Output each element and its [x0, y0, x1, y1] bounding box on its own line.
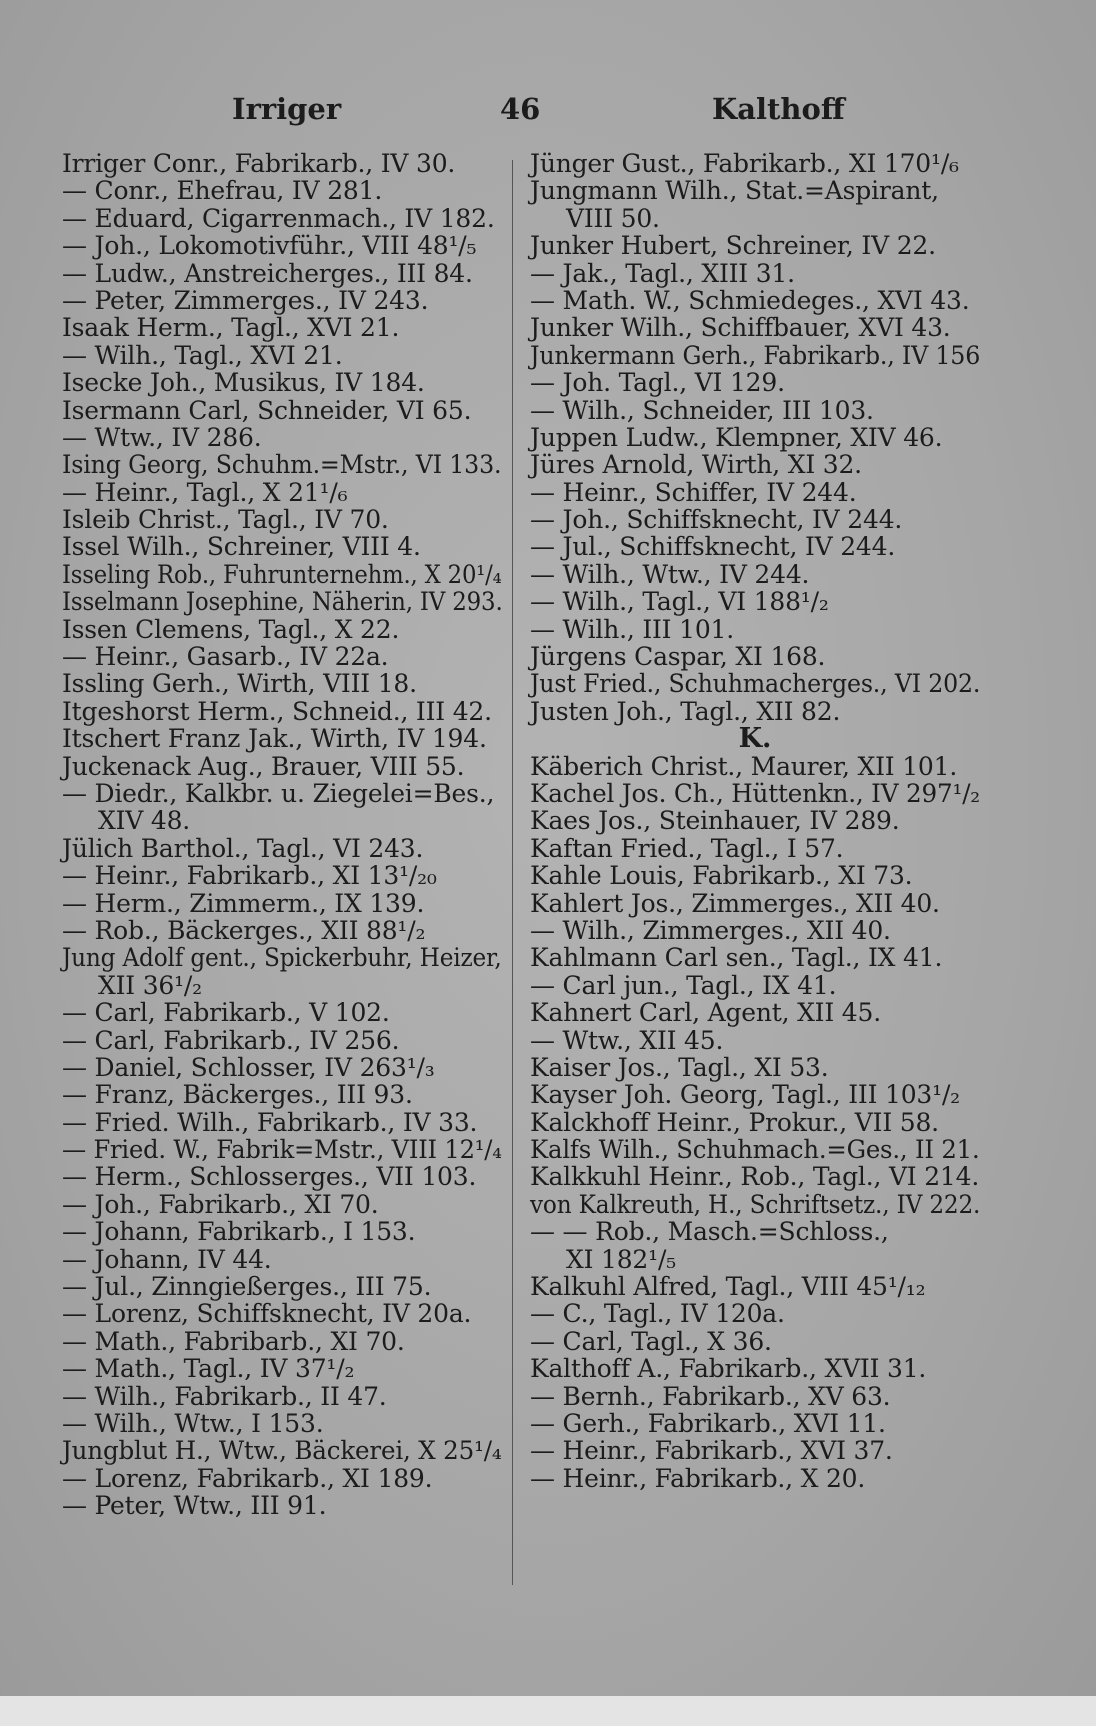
scan-margin	[0, 1696, 1096, 1726]
directory-entry: — Herm., Schlosserges., VII 103.	[62, 1162, 477, 1192]
directory-entry: — Diedr., Kalkbr. u. Ziegelei=Bes.,	[62, 778, 495, 808]
directory-entry: Junker Hubert, Schreiner, IV 22.	[530, 231, 936, 261]
directory-entry: Isselmann Josephine, Näherin, IV 293.	[62, 587, 503, 617]
directory-entry: Kaes Jos., Steinhauer, IV 289.	[530, 806, 900, 836]
directory-entry: Jürgens Caspar, XI 168.	[530, 642, 826, 672]
directory-entry: — Joh., Lokomotivführ., VIII 48¹/₅	[62, 231, 477, 261]
directory-entry: Jungmann Wilh., Stat.=Aspirant,	[530, 176, 939, 206]
directory-entry: Junker Wilh., Schiffbauer, XVI 43.	[530, 313, 951, 343]
directory-entry: — Carl, Fabrikarb., IV 256.	[62, 1025, 400, 1055]
directory-entry: — Wilh., Tagl., VI 188¹/₂	[530, 587, 829, 617]
directory-entry: — Heinr., Schiffer, IV 244.	[530, 477, 857, 507]
directory-entry: — Jul., Zinngießerges., III 75.	[62, 1272, 432, 1302]
directory-entry: — Wilh., Wtw., I 153.	[62, 1408, 324, 1438]
directory-entry: Issen Clemens, Tagl., X 22.	[62, 614, 400, 644]
directory-entry: Kalkkuhl Heinr., Rob., Tagl., VI 214.	[530, 1162, 980, 1192]
header-right-keyword: Kalthoff	[712, 92, 845, 126]
directory-entry: Itschert Franz Jak., Wirth, IV 194.	[62, 724, 487, 754]
directory-entry: Juppen Ludw., Klempner, XIV 46.	[530, 422, 943, 452]
directory-entry: Kachel Jos. Ch., Hüttenkn., IV 297¹/₂	[530, 778, 981, 808]
directory-entry: — Math., Fabribarb., XI 70.	[62, 1326, 405, 1356]
page-header	[0, 92, 1096, 132]
directory-entry: Kahlert Jos., Zimmerges., XII 40.	[530, 888, 940, 918]
directory-entry: — Heinr., Fabrikarb., XVI 37.	[530, 1436, 893, 1466]
directory-entry: Junkermann Gerh., Fabrikarb., IV 156	[530, 340, 981, 370]
directory-entry: — Lorenz, Schiffsknecht, IV 20a.	[62, 1299, 472, 1329]
directory-entry: XII 36¹/₂	[98, 970, 202, 1000]
directory-entry: Jüres Arnold, Wirth, XI 32.	[530, 450, 862, 480]
directory-entry: Just Fried., Schuhmacherges., VI 202.	[530, 669, 981, 699]
directory-entry: — Wtw., IV 286.	[62, 422, 262, 452]
directory-entry: Isaak Herm., Tagl., XVI 21.	[62, 313, 400, 343]
directory-entry: — Wilh., Schneider, III 103.	[530, 395, 874, 425]
directory-entry: Kahnert Carl, Agent, XII 45.	[530, 998, 881, 1028]
directory-entry: — Wilh., Wtw., IV 244.	[530, 559, 810, 589]
header-left-keyword: Irriger	[232, 92, 342, 126]
directory-entry: Isseling Rob., Fuhrunternehm., X 20¹/₄	[62, 559, 502, 589]
page-number: 46	[500, 92, 541, 126]
directory-entry: Isermann Carl, Schneider, VI 65.	[62, 395, 472, 425]
directory-entry: — Wilh., III 101.	[530, 614, 734, 644]
directory-entry: Juckenack Aug., Brauer, VIII 55.	[62, 751, 465, 781]
directory-entry: Kalckhoff Heinr., Prokur., VII 58.	[530, 1107, 939, 1137]
directory-entry: — Joh., Schiffsknecht, IV 244.	[530, 505, 903, 535]
directory-entry: — — Rob., Masch.=Schloss.,	[530, 1217, 889, 1247]
directory-entry: Jünger Gust., Fabrikarb., XI 170¹/₆	[530, 149, 959, 178]
directory-entry: — Heinr., Gasarb., IV 22a.	[62, 642, 389, 672]
directory-entry: — Math. W., Schmiedeges., XVI 43.	[530, 285, 970, 315]
directory-entry: VIII 50.	[566, 203, 660, 233]
directory-entry: — Jul., Schiffsknecht, IV 244.	[530, 532, 896, 562]
directory-entry: — Jak., Tagl., XIII 31.	[530, 258, 795, 288]
directory-entry: — Johann, IV 44.	[62, 1244, 272, 1274]
directory-entry: — Carl jun., Tagl., IX 41.	[530, 970, 837, 1000]
directory-entry: Justen Joh., Tagl., XII 82.	[530, 696, 841, 726]
directory-entry: — Heinr., Fabrikarb., XI 13¹/₂₀	[62, 861, 437, 891]
directory-entry: Ising Georg, Schuhm.=Mstr., VI 133.	[62, 450, 502, 480]
directory-entry: — Ludw., Anstreicherges., III 84.	[62, 258, 473, 288]
right-column	[530, 150, 980, 1492]
directory-entry: — Wilh., Fabrikarb., II 47.	[62, 1381, 387, 1411]
directory-entry: Kalfs Wilh., Schuhmach.=Ges., II 21.	[530, 1135, 980, 1165]
directory-entry: — Peter, Zimmerges., IV 243.	[62, 285, 429, 315]
directory-entry: — Peter, Wtw., III 91.	[62, 1491, 327, 1521]
directory-entry: — Carl, Fabrikarb., V 102.	[62, 998, 390, 1028]
directory-entry: Kalthoff A., Fabrikarb., XVII 31.	[530, 1354, 927, 1384]
directory-entry: Kahlmann Carl sen., Tagl., IX 41.	[530, 943, 943, 973]
directory-entry: Kaiser Jos., Tagl., XI 53.	[530, 1052, 829, 1082]
directory-entry: — Lorenz, Fabrikarb., XI 189.	[62, 1463, 433, 1493]
directory-entry: — Johann, Fabrikarb., I 153.	[62, 1217, 416, 1247]
directory-entry: — Bernh., Fabrikarb., XV 63.	[530, 1381, 891, 1411]
directory-entry: von Kalkreuth, H., Schriftsetz., IV 222.	[530, 1189, 981, 1219]
column-divider	[512, 160, 513, 1585]
directory-entry: Jung Adolf gent., Spickerbuhr, Heizer,	[62, 943, 502, 973]
directory-entry: — Eduard, Cigarrenmach., IV 182.	[62, 203, 495, 233]
directory-entry: — Math., Tagl., IV 37¹/₂	[62, 1354, 355, 1384]
directory-entry: — Wilh., Tagl., XVI 21.	[62, 340, 343, 370]
directory-entry: — Wilh., Zimmerges., XII 40.	[530, 915, 891, 945]
directory-entry: Itgeshorst Herm., Schneid., III 42.	[62, 696, 492, 726]
left-column	[62, 150, 502, 1520]
directory-entry: XIV 48.	[98, 806, 191, 836]
directory-entry: — Conr., Ehefrau, IV 281.	[62, 176, 383, 206]
directory-entry: Kahle Louis, Fabrikarb., XI 73.	[530, 861, 913, 891]
directory-entry: — C., Tagl., IV 120a.	[530, 1299, 785, 1329]
directory-entry: — Joh. Tagl., VI 129.	[530, 368, 785, 398]
directory-entry: Käberich Christ., Maurer, XII 101.	[530, 751, 958, 781]
directory-entry: Kayser Joh. Georg, Tagl., III 103¹/₂	[530, 1080, 960, 1110]
directory-entry: — Franz, Bäckerges., III 93.	[62, 1080, 413, 1110]
directory-entry: — Heinr., Fabrikarb., X 20.	[530, 1463, 866, 1493]
directory-entry: — Wtw., XII 45.	[530, 1025, 724, 1055]
directory-entry: — Herm., Zimmerm., IX 139.	[62, 888, 425, 918]
directory-entry: Isecke Joh., Musikus, IV 184.	[62, 368, 425, 398]
directory-entry: XI 182¹/₅	[566, 1244, 677, 1274]
directory-entry: Issel Wilh., Schreiner, VIII 4.	[62, 532, 421, 562]
directory-entry: — Daniel, Schlosser, IV 263¹/₃	[62, 1052, 435, 1082]
directory-entry: Issling Gerh., Wirth, VIII 18.	[62, 669, 417, 699]
directory-entry: — Heinr., Tagl., X 21¹/₆	[62, 477, 348, 507]
section-letter: K.	[738, 723, 772, 755]
directory-entry: — Rob., Bäckerges., XII 88¹/₂	[62, 915, 426, 945]
directory-entry: — Gerh., Fabrikarb., XVI 11.	[530, 1408, 886, 1438]
directory-entry: Irriger Conr., Fabrikarb., IV 30.	[62, 149, 456, 178]
directory-entry: Jülich Barthol., Tagl., VI 243.	[62, 833, 424, 863]
directory-entry: — Fried. Wilh., Fabrikarb., IV 33.	[62, 1107, 478, 1137]
directory-entry: Isleib Christ., Tagl., IV 70.	[62, 505, 389, 535]
directory-entry: — Joh., Fabrikarb., XI 70.	[62, 1189, 379, 1219]
directory-entry: — Fried. W., Fabrik=Mstr., VIII 12¹/₄	[62, 1135, 502, 1165]
directory-entry: Kaftan Fried., Tagl., I 57.	[530, 833, 844, 863]
directory-entry: — Carl, Tagl., X 36.	[530, 1326, 772, 1356]
directory-entry: Jungblut H., Wtw., Bäckerei, X 25¹/₄	[62, 1436, 502, 1466]
directory-entry: Kalkuhl Alfred, Tagl., VIII 45¹/₁₂	[530, 1272, 926, 1302]
